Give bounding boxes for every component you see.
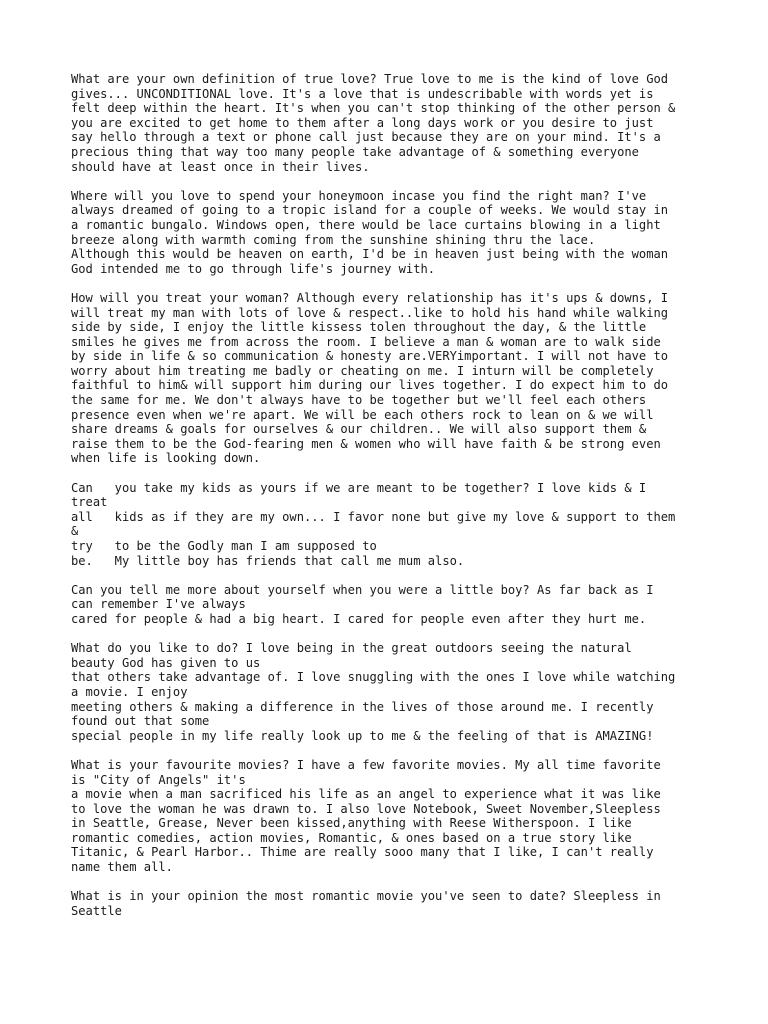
paragraph-hobbies: What do you like to do? I love being in the great outdoors seeing the natural beauty God has given to us that others take advantage of. I love snuggling with the ones I love while watching a movie. I enjoy meeting others & making a difference in the lives of those around me. I recently found out that some special people in my life really look up to me & the feeling of that is AMAZING!: [71, 641, 676, 743]
paragraph-treat-woman: How will you treat your woman? Although every relationship has it's ups & downs, I will treat my man with lots of love & respect..like to hold his hand while walking side by side, I enjoy the little kissess tolen throughout the day, & the little smiles he gives me from across the room. I believe a man & woman are to walk side by side in life & so communication & honesty are.VERYimportant. I will not have to worry about him treating me badly or cheating on me. I inturn will be completely faithful to him& will support him during our lives together. I do expect him to do the same for me. We don't always have to be together but we'll feel each others presence even when we're apart. We will be each others rock to lean on & we will share dreams & goals for ourselves & our children.. We will also support them & raise them to be the God-fearing men & women who will have faith & be strong even when life is looking down.: [71, 290, 669, 466]
document-page: [71, 72, 711, 933]
paragraph-honeymoon: Where will you love to spend your honeymoon incase you find the right man? I've always dreamed of going to a tropic island for a couple of weeks. We would stay in a romantic bungalo. Windows open, there would be lace curtains blowing in a light breeze along with warmth coming from the sunshine shining thru the lace. Although this would be heaven on earth, I'd be in heaven just being with the woman God intended me to go through life's journey with.: [71, 188, 669, 276]
paragraph-kids: Can you take my kids as yours if we are meant to be together? I love kids & I treat all kids as if they are my own... I favor none but give my love & support to them & try to be the Godly man I am supposed to be. My little boy has friends that call me mum also.: [71, 480, 676, 568]
paragraph-true-love: What are your own definition of true love? True love to me is the kind of love God gives... UNCONDITIONAL love. It's a love that is undescribable with words yet is felt deep within the heart. It's when you can't stop thinking of the other person & you are excited to get home to them after a long days work or you desire to just say hello through a text or phone call just because they are on your mind. It's a precious thing that way too many people take advantage of & something everyone should have at least once in their lives.: [71, 72, 676, 174]
paragraph-romantic-movie: What is in your opinion the most romantic movie you've seen to date? Sleepless in Seattle: [71, 889, 661, 918]
paragraph-childhood: Can you tell me more about yourself when you were a little boy? As far back as I can remember I've always cared for people & had a big heart. I cared for people even after they hurt me.: [71, 582, 654, 626]
paragraph-favourite-movies: What is your favourite movies? I have a few favorite movies. My all time favorite is "City of Angels" it's a movie when a man sacrificed his life as an angel to experience what it was like to love the woman he was drawn to. I also love Notebook, Sweet November,Sleepless in Seattle, Grease, Never been kissed,anything with Reese Witherspoon. I like romantic comedies, action movies, Romantic, & ones based on a true story like Titanic, & Pearl Harbor.. Thime are really sooo many that I like, I can't really name them all.: [71, 757, 661, 875]
